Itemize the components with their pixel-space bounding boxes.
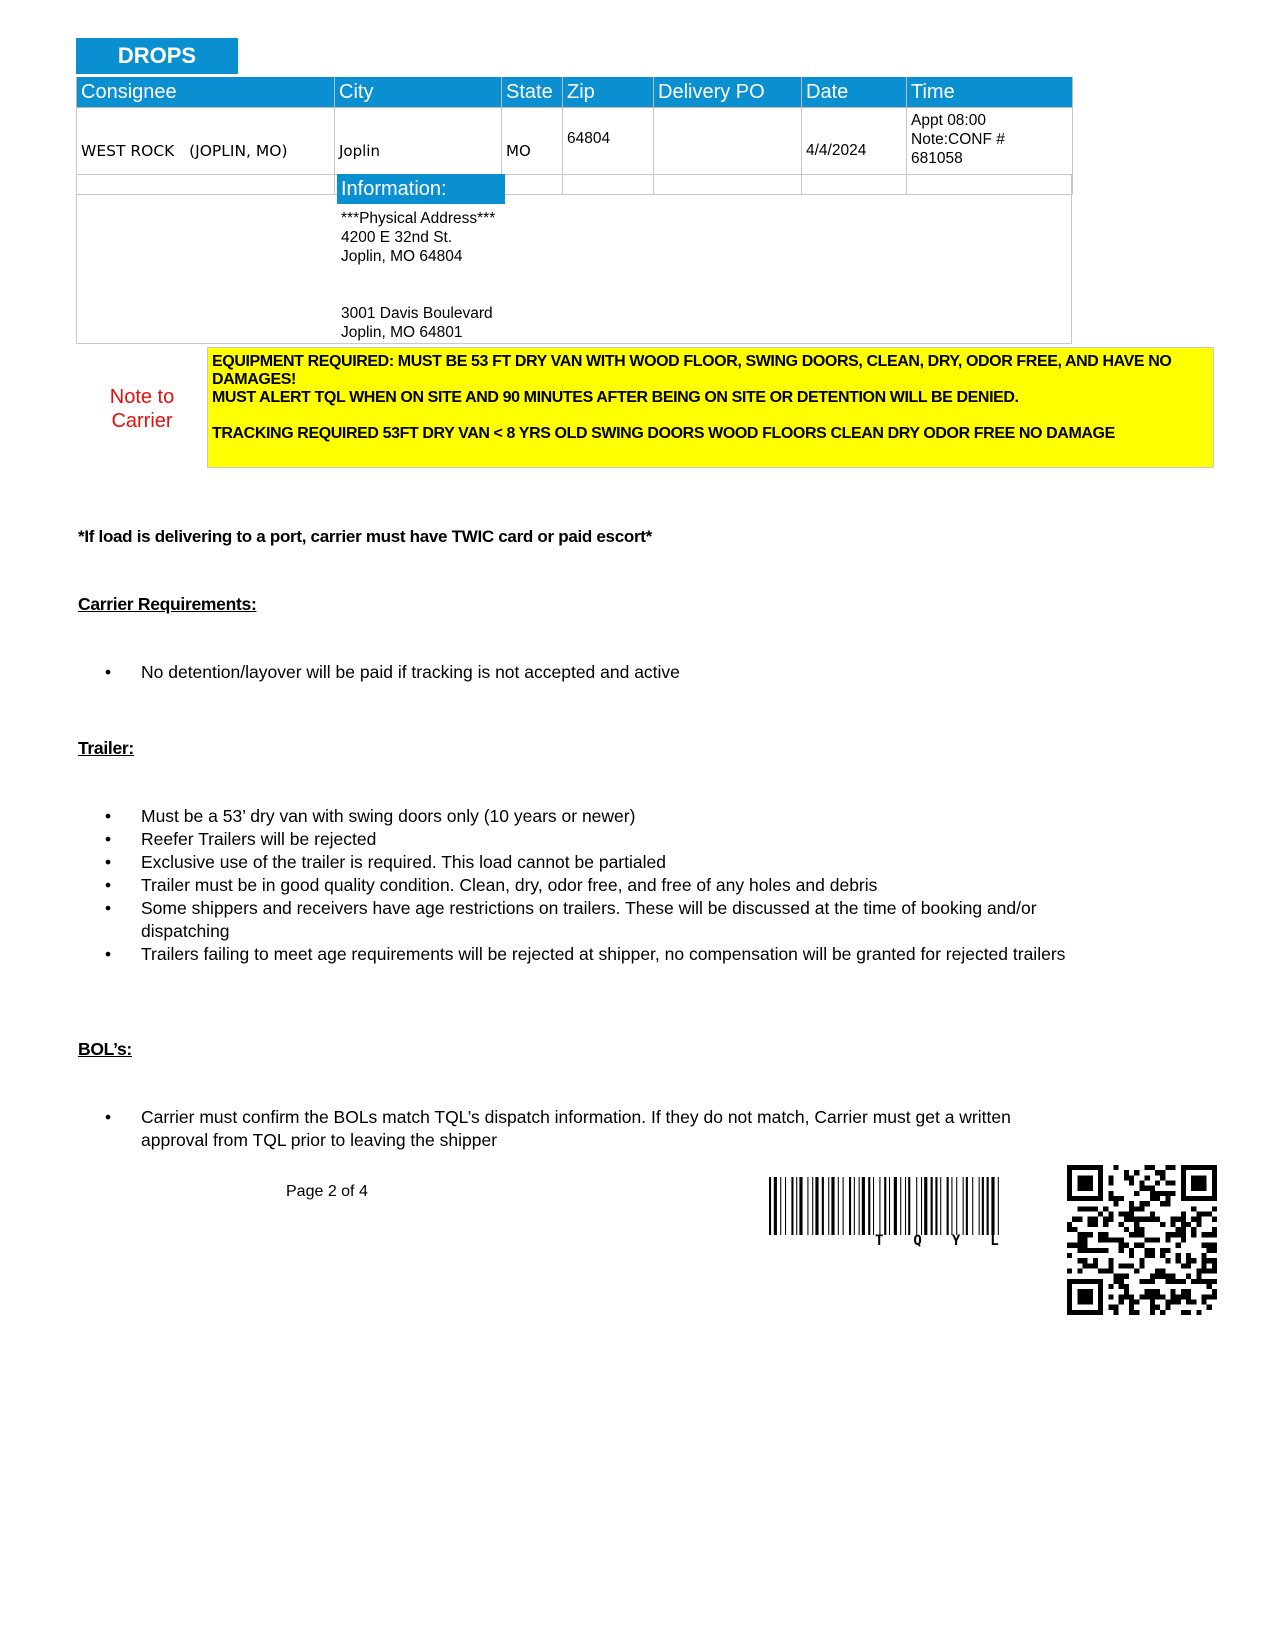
col-header-time: Time xyxy=(907,77,1073,108)
information-text: ***Physical Address*** 4200 E 32nd St. Joplin, MO 64804 3001 Davis Boulevard Joplin, MO 64801 xyxy=(341,210,496,341)
carrier-requirements-heading: Carrier Requirements: xyxy=(78,594,257,614)
list-item: • Trailers failing to meet age requirements will be rejected at shipper, no compensation will be granted for rejected trailers xyxy=(78,943,1078,966)
col-header-delivery-po: Delivery PO xyxy=(654,77,802,108)
list-item: • No detention/layover will be paid if tracking is not accepted and active xyxy=(78,661,1078,684)
list-item: • Exclusive use of the trailer is required. This load cannot be partialed xyxy=(78,851,1078,874)
list-item: • Carrier must confirm the BOLs match TQL’s dispatch information. If they do not match, Carrier must get a written approval from TQL prior to leaving the shipper xyxy=(78,1106,1078,1152)
note-alert-line: MUST ALERT TQL WHEN ON SITE AND 90 MINUTES AFTER BEING ON SITE OR DETENTION WILL BE DENIED. xyxy=(212,389,1019,406)
list-item: • Some shippers and receivers have age restrictions on trailers. These will be discussed at the time of booking and/or dispatching xyxy=(78,897,1078,943)
list-item: • Reefer Trailers will be rejected xyxy=(78,828,1078,851)
list-item: • Trailer must be in good quality condition. Clean, dry, odor free, and free of any holes and debris xyxy=(78,874,1078,897)
information-box xyxy=(76,174,1072,344)
twic-notice: *If load is delivering to a port, carrier must have TWIC card or paid escort* xyxy=(78,527,652,546)
time-appt: Appt 08:00 xyxy=(911,112,986,129)
trailer-list xyxy=(78,805,1078,966)
zip-cell: 64804 xyxy=(563,108,654,195)
note-tracking-line: TRACKING REQUIRED 53FT DRY VAN < 8 YRS OLD SWING DOORS WOOD FLOORS CLEAN DRY ODOR FREE NO DAMAGE xyxy=(212,425,1115,442)
col-header-zip: Zip xyxy=(563,77,654,108)
col-header-state: State xyxy=(502,77,563,108)
time-note: Note:CONF # xyxy=(911,131,1005,148)
qr-code-image xyxy=(1067,1165,1217,1315)
note-to-carrier-label xyxy=(98,385,186,433)
drops-header-row xyxy=(77,77,1073,108)
page-number: Page 2 of 4 xyxy=(286,1183,368,1200)
note-to-carrier-box xyxy=(207,347,1214,468)
carrier-requirements-list xyxy=(78,661,1078,684)
barcode-caption: TQYL xyxy=(875,1233,1029,1249)
drops-section-title: DROPS xyxy=(76,38,238,74)
city-cell: Joplin xyxy=(335,108,502,195)
note-label-line2: Carrier xyxy=(111,410,173,432)
col-header-city: City xyxy=(335,77,502,108)
barcode-image xyxy=(769,1177,1055,1235)
information-label: Information: xyxy=(337,174,505,204)
col-header-date: Date xyxy=(802,77,907,108)
list-item: • Must be a 53’ dry van with swing doors only (10 years or newer) xyxy=(78,805,1078,828)
date-cell: 4/4/2024 xyxy=(802,108,907,195)
bols-heading: BOL’s: xyxy=(78,1039,132,1059)
note-label-line1: Note to xyxy=(109,386,175,408)
col-header-consignee: Consignee xyxy=(77,77,335,108)
consignee-cell: WEST ROCK (JOPLIN, MO) xyxy=(77,108,335,195)
trailer-heading: Trailer: xyxy=(78,738,134,758)
bols-list xyxy=(78,1106,1078,1152)
time-conf-number: 681058 xyxy=(911,150,963,167)
note-equipment-line: EQUIPMENT REQUIRED: MUST BE 53 FT DRY VAN WITH WOOD FLOOR, SWING DOORS, CLEAN, DRY, ODOR FREE, AND HAVE NO DAMAGES! xyxy=(212,353,1172,388)
state-cell: MO xyxy=(502,108,563,195)
